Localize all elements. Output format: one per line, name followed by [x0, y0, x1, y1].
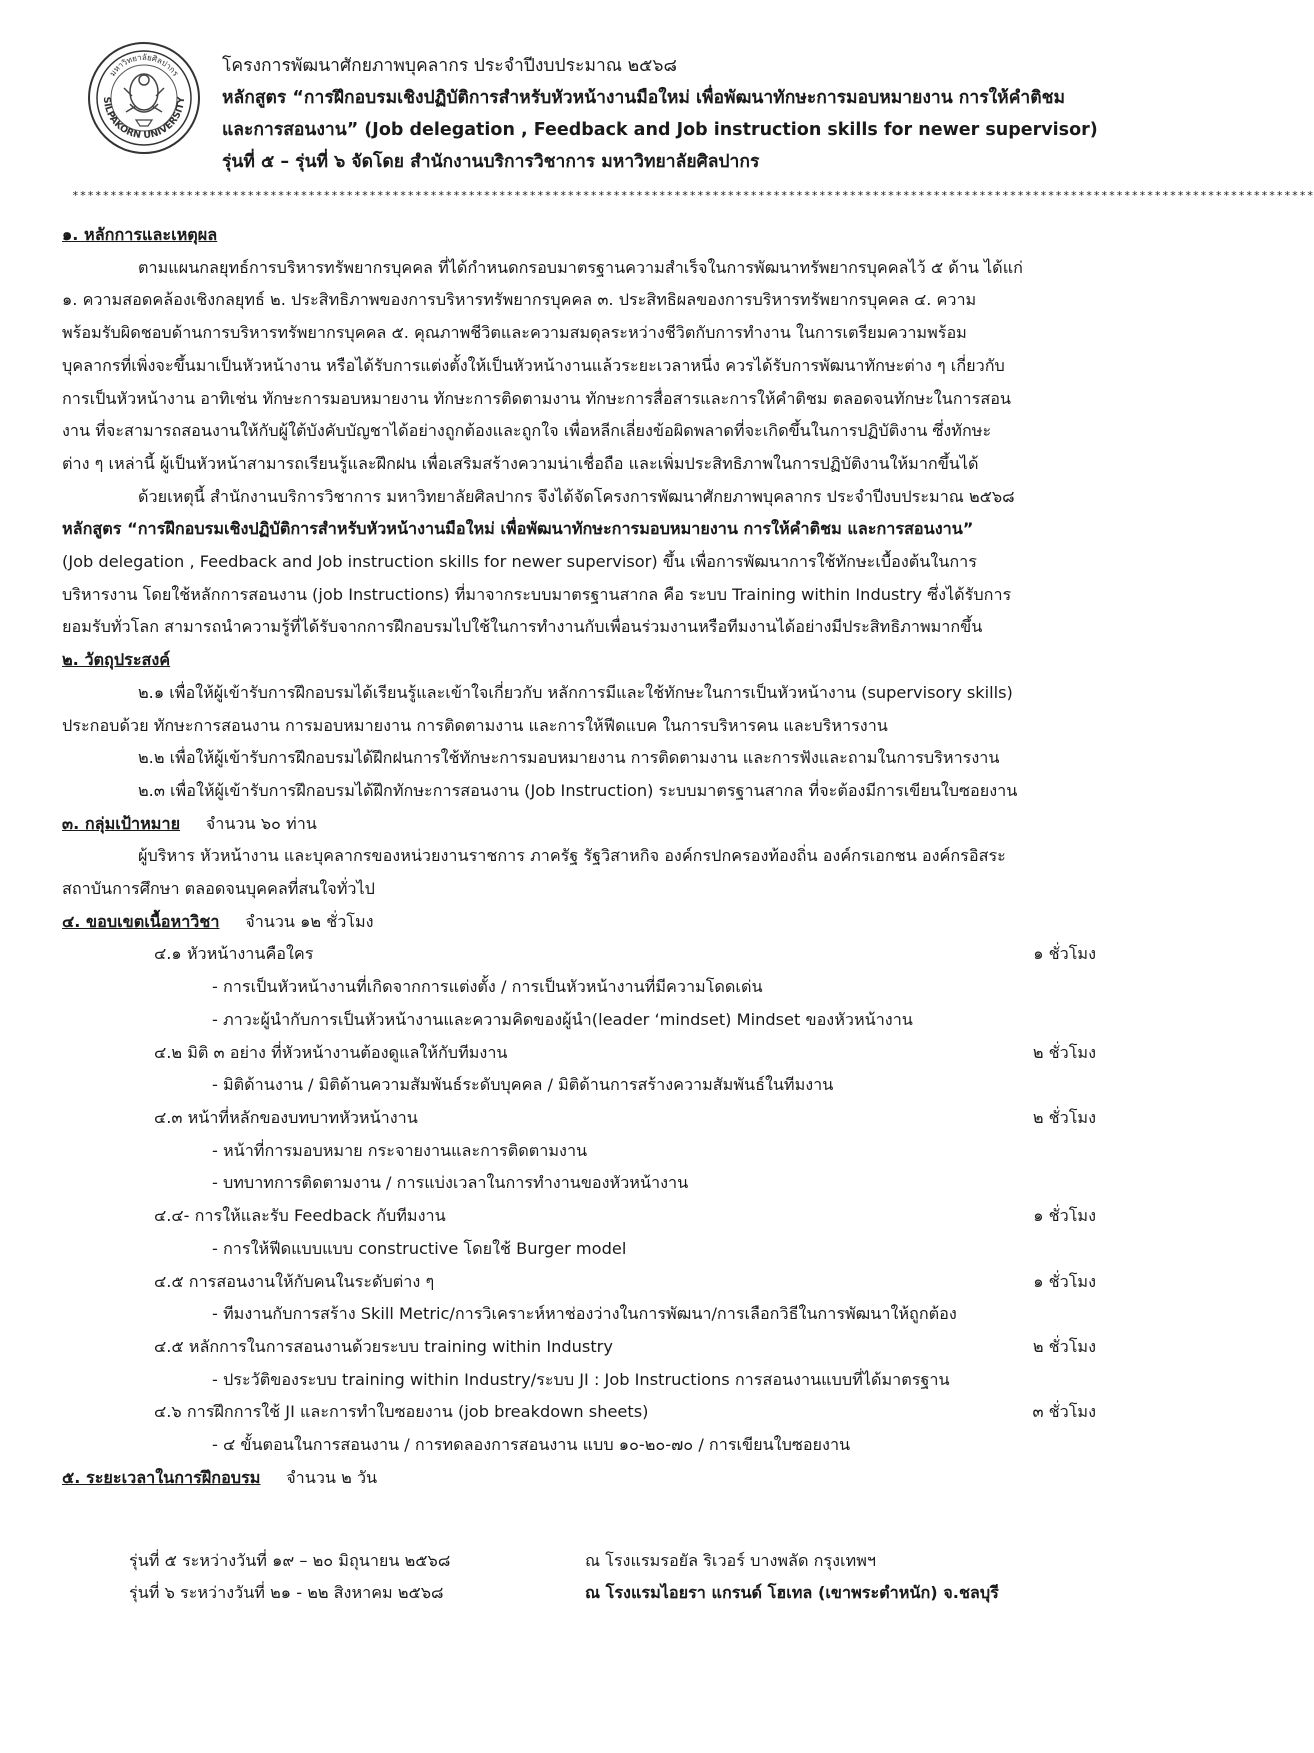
section-4-title: ๔. ขอบเขตเนื้อหาวิชา: [62, 911, 220, 931]
topic-detail: - หน้าที่การมอบหมาย กระจายงานและการติดตามงาน: [212, 1140, 588, 1160]
paragraph-line: ตามแผนกลยุทธ์การบริหารทรัพยากรบุคคล ที่ได้กำหนดกรอบมาตรฐานความสำเร็จในการพัฒนาทรัพยากรบุคคลไว้ ๕ ด้าน ได้แก่: [138, 257, 1023, 277]
section-4-heading: [62, 906, 1132, 939]
paragraph-line: บุคลากรที่เพิ่งจะขึ้นมาเป็นหัวหน้างาน หรือได้รับการแต่งตั้งให้เป็นหัวหน้างานแล้วระยะเวลาหนึ่ง ควรได้รับการพัฒนาทักษะต่าง ๆ เกี่ยวกับ: [62, 355, 1005, 375]
paragraph-line: ด้วยเหตุนี้ สำนักงานบริการวิชาการ มหาวิทยาลัยศิลปากร จึงได้จัดโครงการพัฒนาศักยภาพบุคลากร ประจำปีงบประมาณ ๒๕๖๘: [138, 486, 1015, 506]
topic-detail: - ๔ ขั้นตอนในการสอนงาน / การทดลองการสอนงาน แบบ ๑๐-๒๐-๗๐ / การเขียนใบซอยงาน: [212, 1435, 851, 1455]
topic-row: [62, 938, 1132, 971]
topic-detail: - มิติด้านงาน / มิติด้านความสัมพันธ์ระดับบุคคล / มิติด้านการสร้างความสัมพันธ์ในทีมงาน: [212, 1075, 834, 1095]
svg-text:มหาวิทยาลัยศิลปากร: มหาวิทยาลัยศิลปากร: [107, 52, 181, 78]
section-5-heading: [62, 1462, 1132, 1495]
paragraph-line: การเป็นหัวหน้างาน อาทิเช่น ทักษะการมอบหมายงาน ทักษะการติดตามงาน ทักษะการสื่อสารและการให้คำติชม ตลอดจนทักษะในการสอน: [62, 388, 1011, 408]
topic-label: ๔.๒ มิติ ๓ อย่าง ที่หัวหน้างานต้องดูแลให้กับทีมงาน: [154, 1042, 508, 1062]
topic-label: ๔.๖ การฝึกการใช้ JI และการทำใบซอยงาน (job breakdown sheets): [154, 1402, 649, 1422]
topic-hours: ๒ ชั่วโมง: [1032, 1107, 1096, 1127]
target-line: ผู้บริหาร หัวหน้างาน และบุคลากรของหน่วยงานราชการ ภาครัฐ รัฐวิสาหกิจ องค์กรปกครองท้องถิ่น องค์กรเอกชน องค์กรอิสระ: [138, 846, 1006, 866]
schedule-dates: รุ่นที่ ๕ ระหว่างวันที่ ๑๙ – ๒๐ มิถุนายน ๒๕๖๘: [129, 1551, 451, 1570]
separator-line: *******************************************************************************************************************************************************************: [72, 189, 1314, 202]
topic-row: [62, 1266, 1132, 1299]
program-line: โครงการพัฒนาศักยภาพบุคลากร ประจำปีงบประมาณ ๒๕๖๘: [222, 56, 677, 76]
objective-line: ประกอบด้วย ทักษะการสอนงาน การมอบหมายงาน การติดตามงาน และการให้ฟีดแบค ในการบริหารคน และบริหารงาน: [62, 715, 888, 735]
document-header: [222, 50, 1182, 178]
topic-hours: ๑ ชั่วโมง: [1033, 1271, 1096, 1291]
topic-row: [62, 1331, 1132, 1364]
paragraph-line: งาน ที่จะสามารถสอนงานให้กับผู้ใต้บังคับบัญชาได้อย่างถูกต้องและถูกใจ เพื่อหลีกเลี่ยงข้อผิดพลาดที่จะเกิดขึ้นในการปฏิบัติงาน ซึ่งทักษะ: [62, 421, 992, 441]
topic-hours: ๑ ชั่วโมง: [1033, 1206, 1096, 1226]
topic-detail: - การเป็นหัวหน้างานที่เกิดจากการแต่งตั้ง / การเป็นหัวหน้างานที่มีความโดดเด่น: [212, 977, 763, 997]
content-hours-total: จำนวน ๑๒ ชั่วโมง: [245, 911, 374, 931]
topic-hours: ๒ ชั่วโมง: [1032, 1042, 1096, 1062]
svg-text:SILPAKORN UNIVERSITY: SILPAKORN UNIVERSITY: [100, 96, 188, 142]
paragraph-line: บริหารงาน โดยใช้หลักการสอนงาน (job Instructions) ที่มาจากระบบมาตรฐานสากล คือ ระบบ Training within Industry ซึ่งได้รับการ: [62, 584, 1012, 604]
training-duration: จำนวน ๒ วัน: [286, 1467, 378, 1487]
topic-label: ๔.๔- การให้และรับ Feedback กับทีมงาน: [154, 1206, 446, 1226]
schedule-venue: ณ โรงแรมไอยรา แกรนด์ โฮเทล (เขาพระตำหนัก) จ.ชลบุรี: [585, 1583, 999, 1602]
schedule-row: [129, 1545, 1089, 1577]
section-2-heading: [62, 644, 1132, 677]
topic-detail: - ทีมงานกับการสร้าง Skill Metric/การวิเคราะห์หาช่องว่างในการพัฒนา/การเลือกวิธีในการพัฒนาให้ถูกต้อง: [212, 1304, 957, 1324]
objective-line: ๒.๓ เพื่อให้ผู้เข้ารับการฝึกอบรมได้ฝึกทักษะการสอนงาน (Job Instruction) ระบบมาตรฐานสากล ที่จะต้องมีการเขียนใบซอยงาน: [138, 780, 1018, 800]
topic-label: ๔.๓ หน้าที่หลักของบทบาทหัวหน้างาน: [154, 1107, 418, 1127]
objective-line: ๒.๑ เพื่อให้ผู้เข้ารับการฝึกอบรมได้เรียนรู้และเข้าใจเกี่ยวกับ หลักการมีและใช้ทักษะในการเป็นหัวหน้างาน (supervisory skills): [138, 682, 1013, 702]
section-1-heading: [62, 219, 1132, 252]
target-count: จำนวน ๖๐ ท่าน: [205, 813, 317, 833]
topic-row: [62, 1102, 1132, 1135]
objective-line: ๒.๒ เพื่อให้ผู้เข้ารับการฝึกอบรมได้ฝึกฝนการใช้ทักษะการมอบหมายงาน การติดตามงาน และการฟังและถามในการบริหารงาน: [138, 748, 1000, 768]
topic-detail: - ประวัติของระบบ training within Industry/ระบบ JI : Job Instructions การสอนงานแบบที่ได้มาตรฐาน: [212, 1369, 950, 1389]
topic-row: [62, 1037, 1132, 1070]
paragraph-line: (Job delegation , Feedback and Job instruction skills for newer supervisor) ขึ้น เพื่อการพัฒนาการใช้ทักษะเบื้องต้นในการ: [62, 552, 977, 572]
topic-label: ๔.๕ การสอนงานให้กับคนในระดับต่าง ๆ: [154, 1271, 435, 1291]
section-3-heading: [62, 808, 1132, 841]
topic-detail: - ภาวะผู้นำกับการเป็นหัวหน้างานและความคิดของผู้นำ(leader ‘mindset) Mindset ของหัวหน้างาน: [212, 1009, 913, 1029]
paragraph-line: พร้อมรับผิดชอบด้านการบริหารทรัพยากรบุคคล ๕. คุณภาพชีวิตและความสมดุลระหว่างชีวิตกับการทำงาน ในการเตรียมความพร้อม: [62, 323, 967, 343]
topic-label: ๔.๑ หัวหน้างานคือใคร: [154, 944, 314, 964]
paragraph-line: ต่าง ๆ เหล่านี้ ผู้เป็นหัวหน้าสามารถเรียนรู้และฝึกฝน เพื่อเสริมสร้างความน่าเชื่อถือ และเพิ่มประสิทธิภาพในการปฏิบัติงานให้มากขึ้นได้: [62, 453, 979, 473]
university-seal-icon: [86, 40, 202, 156]
schedule-row: [129, 1577, 1089, 1609]
course-title-line: หลักสูตร “การฝึกอบรมเชิงปฏิบัติการสำหรับหัวหน้างานมือใหม่ เพื่อพัฒนาทักษะการมอบหมายงาน การให้คำติชม: [222, 88, 1065, 108]
course-title-line-2: และการสอนงาน” (Job delegation , Feedback and Job instruction skills for newer supervisor): [222, 120, 1098, 140]
section-5-title: ๕. ระยะเวลาในการฝึกอบรม: [62, 1467, 261, 1487]
topic-hours: ๒ ชั่วโมง: [1032, 1336, 1096, 1356]
paragraph-line: ๑. ความสอดคล้องเชิงกลยุทธ์ ๒. ประสิทธิภาพของการบริหารทรัพยากรบุคคล ๓. ประสิทธิผลของการบริหารทรัพยากรบุคคล ๔. ความ: [62, 290, 977, 310]
document-body: [62, 219, 1132, 1494]
schedule-dates: รุ่นที่ ๖ ระหว่างวันที่ ๒๑ - ๒๒ สิงหาคม ๒๕๖๘: [129, 1583, 444, 1602]
paragraph-line: หลักสูตร “การฝึกอบรมเชิงปฏิบัติการสำหรับหัวหน้างานมือใหม่ เพื่อพัฒนาทักษะการมอบหมายงาน การให้คำติชม และการสอนงาน”: [62, 519, 974, 539]
target-line: สถาบันการศึกษา ตลอดจนบุคคลที่สนใจทั่วไป: [62, 879, 375, 899]
schedule-table: [129, 1545, 1089, 1609]
section-2-title: ๒. วัตถุประสงค์: [62, 650, 171, 670]
topic-detail: - บทบาทการติดตามงาน / การแบ่งเวลาในการทำงานของหัวหน้างาน: [212, 1173, 689, 1193]
topic-detail: - การให้ฟีดแบบแบบ constructive โดยใช้ Burger model: [212, 1238, 627, 1258]
schedule-venue: ณ โรงแรมรอยัล ริเวอร์ บางพลัด กรุงเทพฯ: [585, 1551, 876, 1570]
topic-hours: ๑ ชั่วโมง: [1033, 944, 1096, 964]
paragraph-line: ยอมรับทั่วโลก สามารถนำความรู้ที่ได้รับจากการฝึกอบรมไปใช้ในการทำงานกับเพื่อนร่วมงานหรือทีมงานได้อย่างมีประสิทธิภาพมากขึ้น: [62, 617, 983, 637]
batch-organizer-line: รุ่นที่ ๕ – รุ่นที่ ๖ จัดโดย สำนักงานบริการวิชาการ มหาวิทยาลัยศิลปากร: [222, 152, 760, 172]
section-3-title: ๓. กลุ่มเป้าหมาย: [62, 813, 181, 833]
topic-row: [62, 1200, 1132, 1233]
topic-hours: ๓ ชั่วโมง: [1032, 1402, 1096, 1422]
topic-row: [62, 1396, 1132, 1429]
topic-label: ๔.๕ หลักการในการสอนงานด้วยระบบ training within Industry: [154, 1336, 613, 1356]
section-1-title: ๑. หลักการและเหตุผล: [62, 225, 218, 244]
